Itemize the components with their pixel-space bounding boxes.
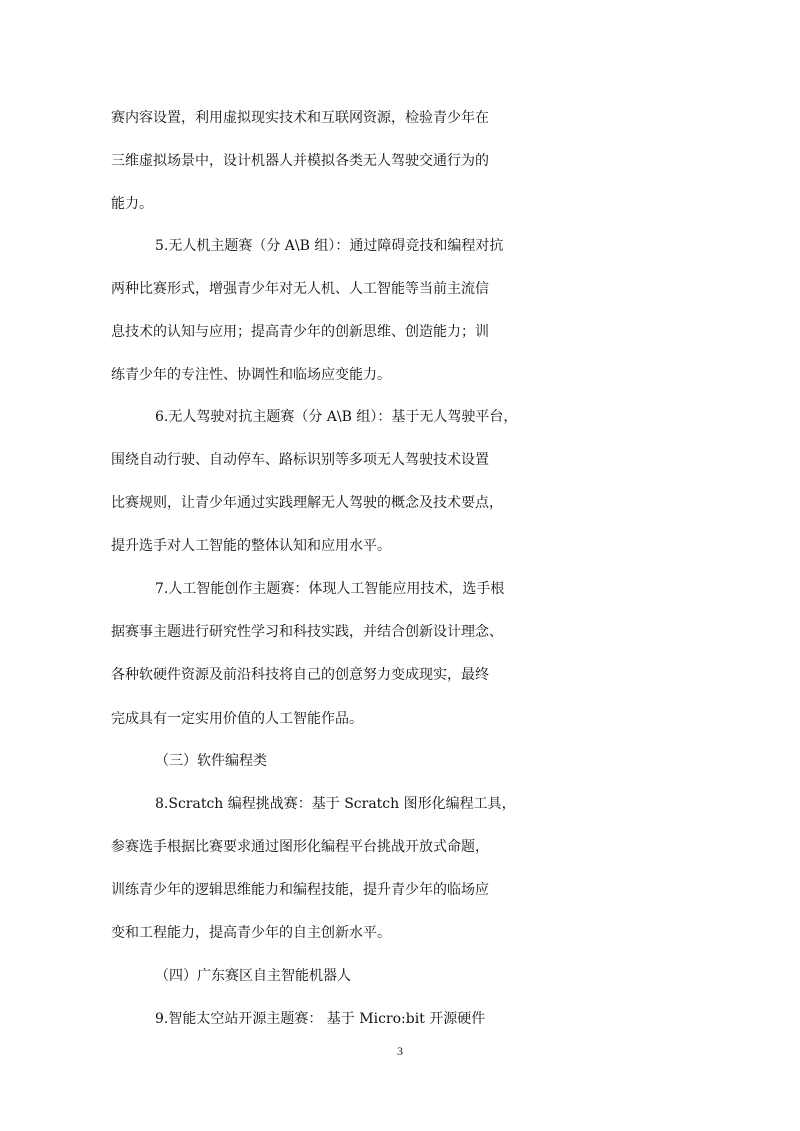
text-line: 完成具有一定实用价值的人工智能作品。 bbox=[111, 711, 363, 727]
text-line: 变和工程能力，提高青少年的自主创新水平。 bbox=[111, 925, 391, 941]
text-line: 息技术的认知与应用；提高青少年的创新思维、创造能力；训 bbox=[111, 324, 489, 340]
paragraph-8-start: 8.Scratch 编程挑战赛：基于 Scratch 图形化编程工具， bbox=[155, 796, 516, 812]
text-line: 训练青少年的逻辑思维能力和编程技能，提升青少年的临场应 bbox=[111, 882, 489, 898]
section-heading-3: （三）软件编程类 bbox=[155, 753, 267, 769]
text-line: 参赛选手根据比赛要求通过图形化编程平台挑战开放式命题， bbox=[111, 839, 489, 855]
page-number: 3 bbox=[397, 1044, 403, 1058]
text-line: 能力。 bbox=[111, 196, 153, 212]
paragraph-9-start: 9.智能太空站开源主题赛： 基于 Micro:bit 开源硬件 bbox=[155, 1011, 486, 1027]
text-line: 提升选手对人工智能的整体认知和应用水平。 bbox=[111, 538, 391, 554]
text-line: 赛内容设置，利用虚拟现实技术和互联网资源，检验青少年在 bbox=[111, 110, 489, 126]
text-line: 比赛规则，让青少年通过实践理解无人驾驶的概念及技术要点， bbox=[111, 495, 503, 511]
paragraph-6-start: 6.无人驾驶对抗主题赛（分 A\B 组）：基于无人驾驶平台， bbox=[155, 409, 518, 425]
text-line: 据赛事主题进行研究性学习和科技实践，并结合创新设计理念、 bbox=[111, 624, 503, 640]
paragraph-7-start: 7.人工智能创作主题赛：体现人工智能应用技术，选手根 bbox=[155, 581, 505, 597]
paragraph-5-start: 5.无人机主题赛（分 A\B 组）：通过障碍竞技和编程对抗 bbox=[155, 238, 504, 254]
text-line: 三维虚拟场景中，设计机器人并模拟各类无人驾驶交通行为的 bbox=[111, 153, 489, 169]
text-line: 练青少年的专注性、协调性和临场应变能力。 bbox=[111, 367, 391, 383]
text-line: 围绕自动行驶、自动停车、路标识别等多项无人驾驶技术设置 bbox=[111, 452, 489, 468]
section-heading-4: （四）广东赛区自主智能机器人 bbox=[155, 968, 351, 984]
text-line: 各种软硬件资源及前沿科技将自己的创意努力变成现实，最终 bbox=[111, 667, 489, 683]
text-line: 两种比赛形式，增强青少年对无人机、人工智能等当前主流信 bbox=[111, 281, 489, 297]
